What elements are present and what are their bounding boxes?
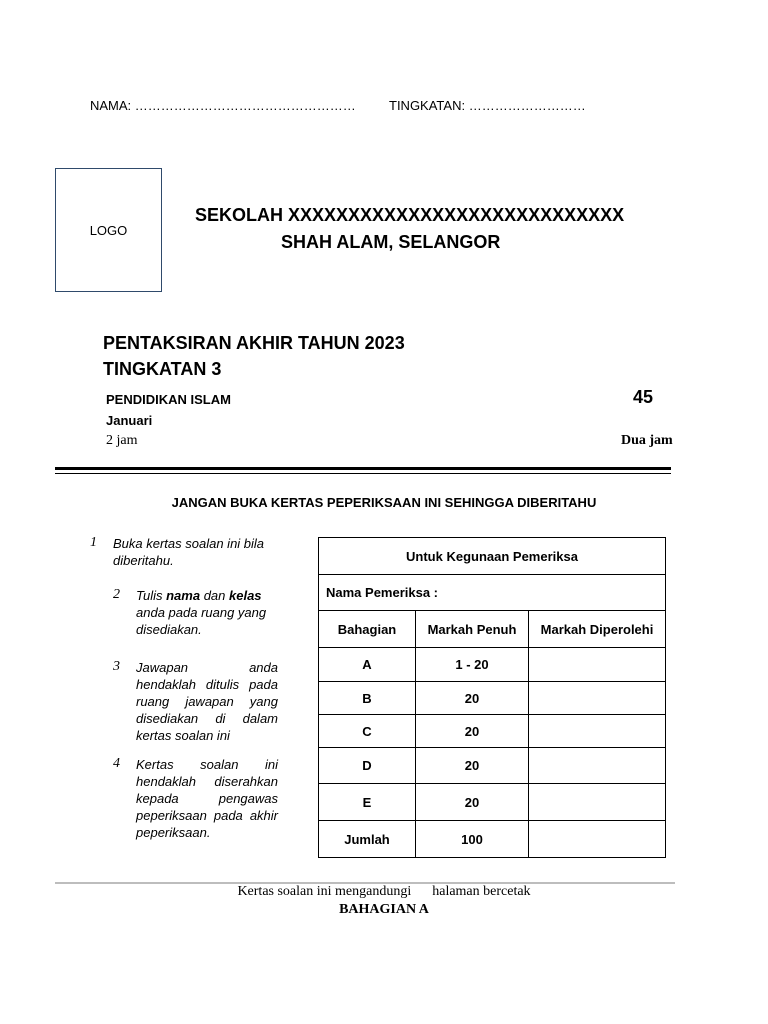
cell-section: C	[319, 715, 416, 748]
exam-subject: PENDIDIKAN ISLAM	[106, 392, 231, 407]
next-section-heading: BAHAGIAN A	[339, 902, 429, 917]
divider-thick	[55, 467, 671, 470]
cell-full-marks: 20	[416, 682, 529, 715]
divider-thin	[55, 473, 671, 474]
exam-duration: 2 jam	[106, 433, 138, 448]
exam-level: TINGKATAN 3	[103, 359, 222, 379]
instruction-number: 1	[90, 535, 97, 550]
cell-section: B	[319, 682, 416, 715]
instruction-text-part: anda pada ruang yang disediakan.	[136, 605, 267, 637]
column-header-section: Bahagian	[319, 611, 416, 648]
instruction-bold-class: kelas	[229, 588, 262, 603]
table-row	[319, 648, 666, 682]
instruction-text: Jawapan anda hendaklah ditulis pada ruang jawapan yang disediakan di dalam kertas soalan ini	[136, 660, 278, 743]
instruction-bold-name: nama	[166, 588, 201, 603]
cell-marks-obtained[interactable]	[529, 715, 666, 748]
cell-marks-obtained[interactable]	[529, 784, 666, 821]
school-name: SEKOLAH XXXXXXXXXXXXXXXXXXXXXXXXXXXX	[195, 205, 625, 225]
school-logo	[55, 168, 162, 292]
column-header-full-marks: Markah Penuh	[416, 611, 529, 648]
cell-section: A	[319, 648, 416, 682]
table-row	[319, 748, 666, 784]
exam-warning: JANGAN BUKA KERTAS PEPERIKSAAN INI SEHINGGA DIBERITAHU	[171, 495, 597, 510]
name-field-label: NAMA: ……………………………………………	[90, 98, 356, 113]
table-title: Untuk Kegunaan Pemeriksa	[319, 538, 666, 575]
cell-marks-obtained[interactable]	[529, 648, 666, 682]
column-header-marks-obtained: Markah Diperolehi	[529, 611, 666, 648]
exam-title: PENTAKSIRAN AKHIR TAHUN 2023	[103, 333, 405, 353]
table-row	[319, 715, 666, 748]
instruction-text	[136, 587, 278, 638]
paper-code: 45	[633, 387, 654, 407]
instruction-text-part: Tulis	[136, 588, 167, 603]
table-title-row	[319, 538, 666, 575]
cell-full-marks: 20	[416, 784, 529, 821]
examiner-name-row	[319, 575, 666, 611]
exam-month: Januari	[106, 413, 153, 428]
instruction-text: Buka kertas soalan ini bila diberitahu.	[113, 536, 265, 568]
instruction-number: 2	[113, 587, 120, 602]
instruction-text: Kertas soalan ini hendaklah diserahkan kepada pengawas peperiksaan pada akhir peperiksaan.	[136, 757, 278, 840]
instruction-text-part: dan	[200, 588, 229, 603]
instruction-number: 4	[113, 756, 120, 771]
cell-full-marks: 20	[416, 715, 529, 748]
examiner-table	[318, 537, 666, 858]
logo-label: LOGO	[89, 222, 128, 238]
instruction-number: 3	[113, 659, 120, 674]
cell-section: E	[319, 784, 416, 821]
table-row	[319, 784, 666, 821]
cell-total-full-marks: 100	[416, 821, 529, 858]
exam-duration-words: Dua jam	[621, 433, 673, 448]
cell-section: D	[319, 748, 416, 784]
table-row	[319, 682, 666, 715]
school-location: SHAH ALAM, SELANGOR	[281, 232, 501, 252]
examiner-name-label: Nama Pemeriksa :	[319, 575, 666, 611]
cell-full-marks: 1 - 20	[416, 648, 529, 682]
cell-full-marks: 20	[416, 748, 529, 784]
table-total-row	[319, 821, 666, 858]
cell-total-marks-obtained[interactable]	[529, 821, 666, 858]
page-count-text: Kertas soalan ini mengandungi halaman bercetak	[237, 884, 531, 899]
cell-marks-obtained[interactable]	[529, 682, 666, 715]
cell-total-label: Jumlah	[319, 821, 416, 858]
cell-marks-obtained[interactable]	[529, 748, 666, 784]
class-field-label: TINGKATAN: ………………………	[389, 98, 586, 113]
table-header-row	[319, 611, 666, 648]
